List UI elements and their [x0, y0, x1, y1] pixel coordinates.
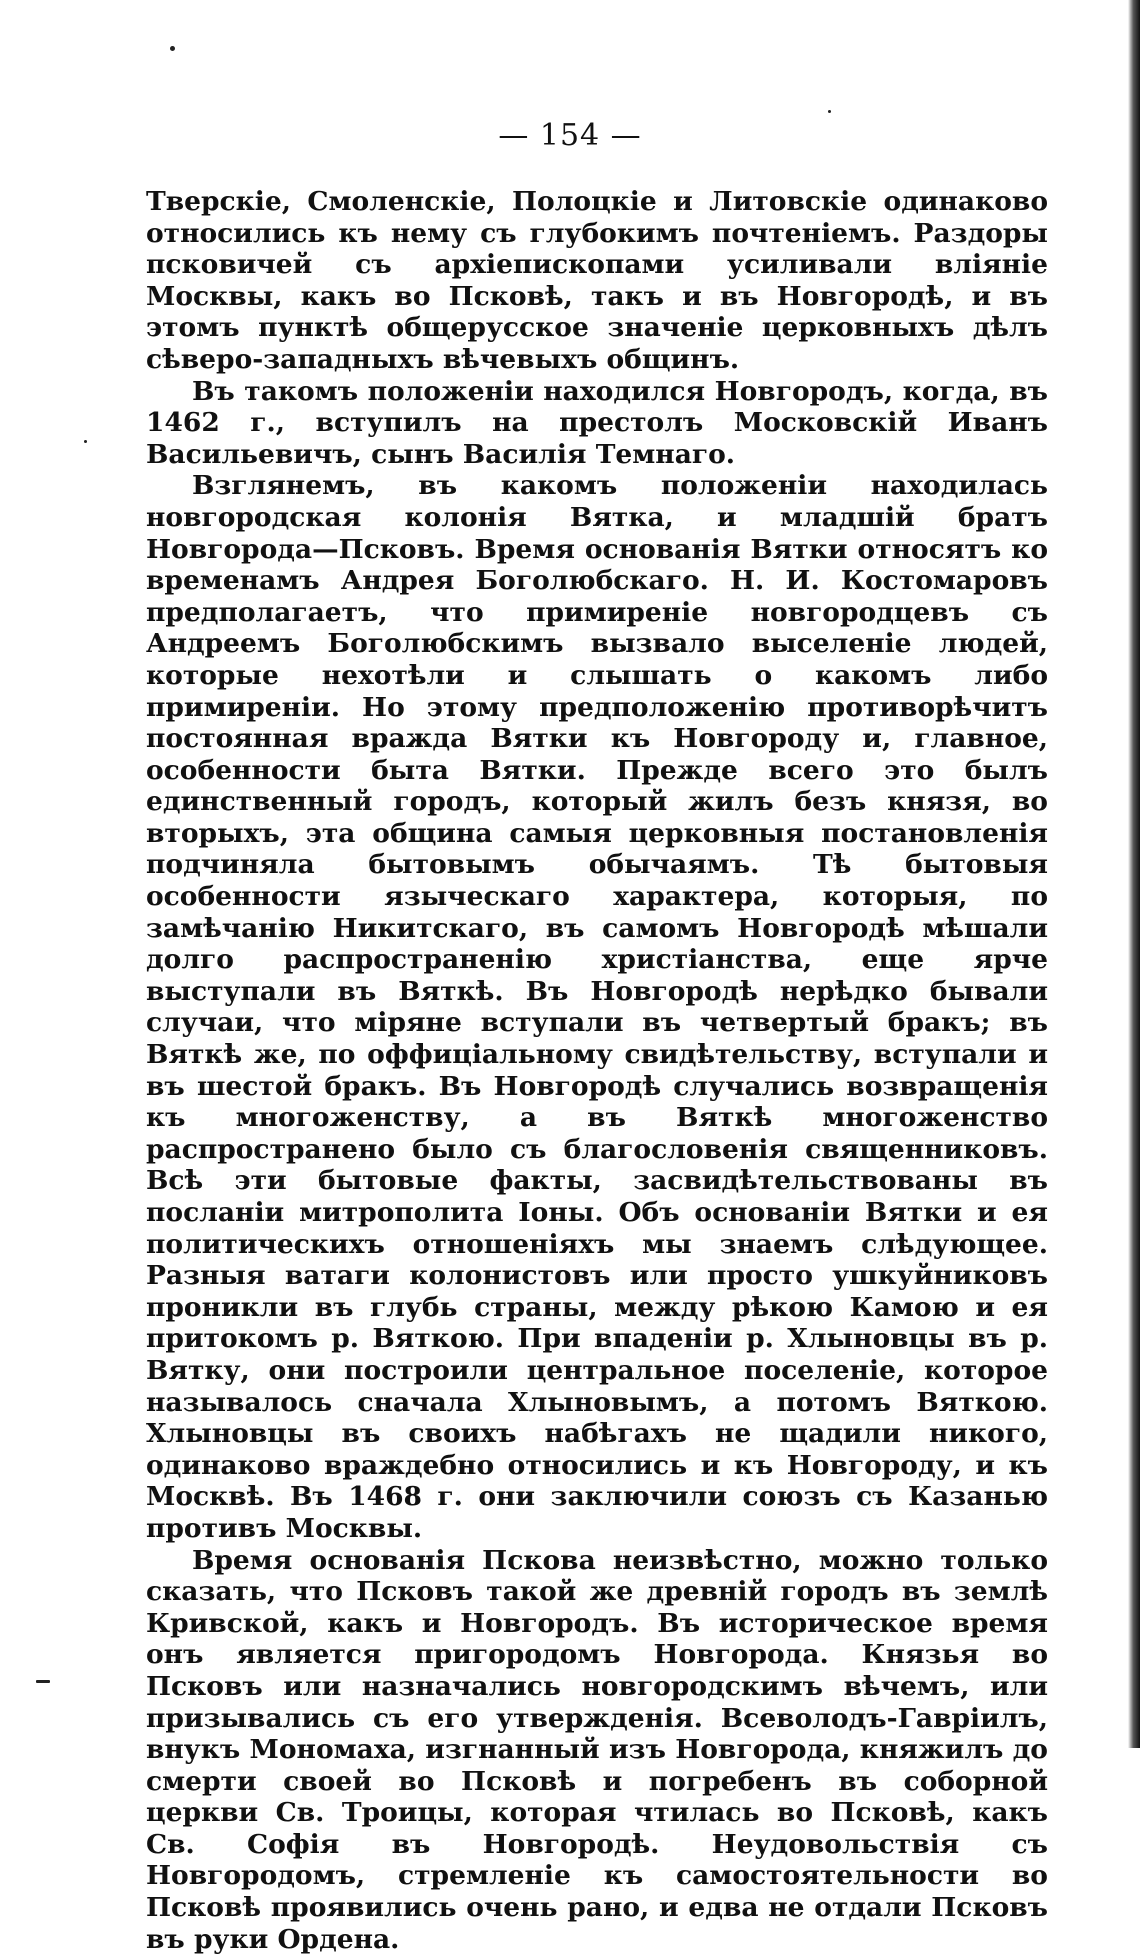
scan-speck: [84, 440, 87, 443]
page-number: — 154 —: [498, 118, 642, 153]
scan-speck: [828, 110, 831, 113]
body-text: [146, 186, 1048, 1955]
paragraph: Время основанія Пскова неизвѣстно, можно только сказать, что Псковъ такой же древній городъ въ землѣ Кривской, какъ и Новгородъ. Въ историческое время онъ является пригородомъ Новгорода. Князья во Псковъ или назначались новгородскимъ вѣчемъ, или призывались съ его утвержденія. Всеволодъ-Гавріилъ, внукъ Мономаха, изгнанный изъ Новгорода, княжилъ до смерти своей во Псковѣ и погребенъ въ соборной церкви Св. Троицы, которая чтилась во Псковѣ, какъ Св. Софія въ Новгородѣ. Неудовольствія съ Новгородомъ, стремленіе къ самостоятельности во Псковѣ проявились очень рано, и едва не отдали Псковъ въ руки Ордена.: [146, 1544, 1048, 1955]
scan-speck: [36, 1680, 50, 1683]
scan-edge-shadow: [1128, 0, 1140, 1748]
paragraph: Тверскіе, Смоленскіе, Полоцкіе и Литовскіе одинаково относились къ нему съ глубокимъ почтеніемъ. Раздоры псковичей съ архіепископами усиливали вліяніе Москвы, какъ во Псковѣ, такъ и въ Новгородѣ, и въ этомъ пунктѣ общерусское значеніе церковныхъ дѣлъ сѣверо-западныхъ вѣчевыхъ общинъ.: [146, 186, 1048, 375]
paragraph: Взглянемъ, въ какомъ положеніи находилась новгородская колонія Вятка, и младшій братъ Новгорода—Псковъ. Время основанія Вятки относятъ ко временамъ Андрея Боголюбскаго. Н. И. Костомаровъ предполагаетъ, что примиреніе новгородцевъ съ Андреемъ Боголюбскимъ вызвало выселеніе людей, которые нехотѣли и слышать о какомъ либо примиреніи. Но этому предположенію противорѣчитъ постоянная вражда Вятки къ Новгороду и, главное, особенности быта Вятки. Прежде всего это былъ единственный городъ, который жилъ безъ князя, во вторыхъ, эта община самыя церковныя постановленія подчиняла бытовымъ обычаямъ. Тѣ бытовыя особенности языческаго характера, которыя, по замѣчанію Никитскаго, въ самомъ Новгородѣ мѣшали долго распространенію христіанства, еще ярче выступали въ Вяткѣ. Въ Новгородѣ нерѣдко бывали случаи, что міряне вступали въ четвертый бракъ; въ Вяткѣ же, по оффиціальному свидѣтельству, вступали и въ шестой бракъ. Въ Новгородѣ случались возвращенія къ многоженству, а въ Вяткѣ многоженство распространено было съ благословенія священниковъ. Всѣ эти бытовые факты, засвидѣтельствованы въ посланіи митрополита Іоны. Объ основаніи Вятки и ея политическихъ отношеніяхъ мы знаемъ слѣдующее. Разныя ватаги колонистовъ или просто ушкуйниковъ проникли въ глубь страны, между рѣкою Камою и ея притокомъ р. Вяткою. При впаденіи р. Хлыновцы въ р. Вятку, они построили центральное поселеніе, которое называлось сначала Хлыновымъ, а потомъ Вяткою. Хлыновцы въ своихъ набѣгахъ не щадили никого, одинаково враждебно относились и къ Новгороду, и къ Москвѣ. Въ 1468 г. они заключили союзъ съ Казанью противъ Москвы.: [146, 470, 1048, 1544]
paragraph: Въ такомъ положеніи находился Новгородъ, когда, въ 1462 г., вступилъ на престолъ Московскій Иванъ Васильевичъ, сынъ Василія Темнаго.: [146, 375, 1048, 470]
scan-speck: [170, 46, 175, 51]
